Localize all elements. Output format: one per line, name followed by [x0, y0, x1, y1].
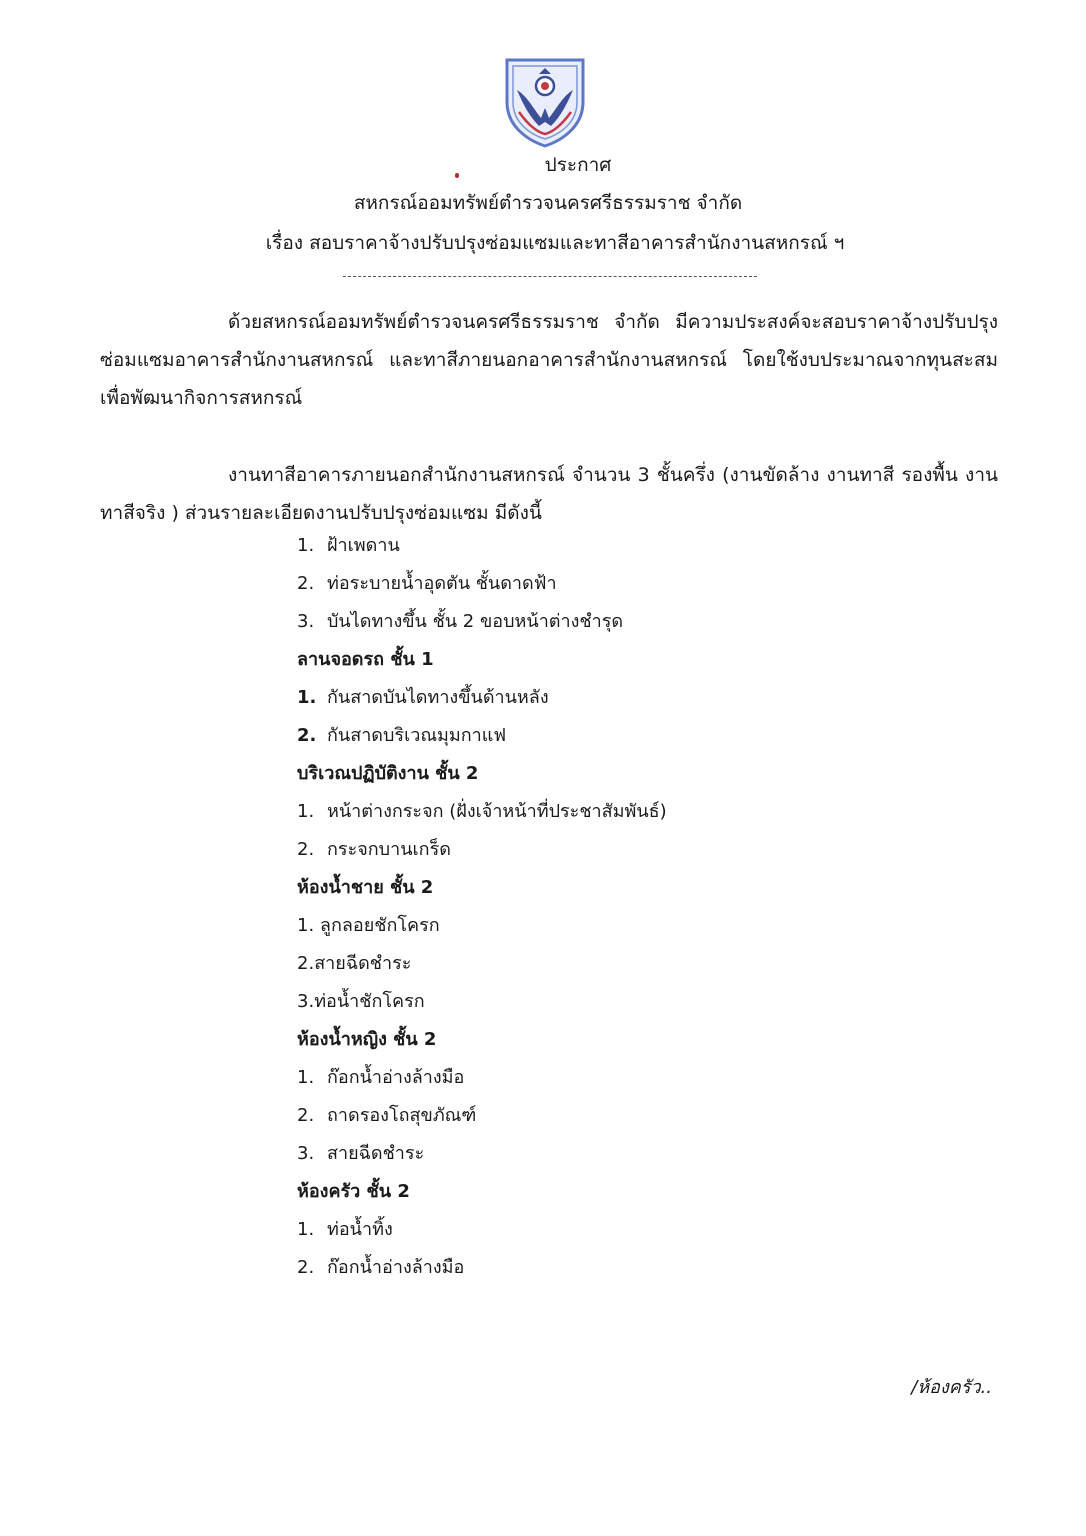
list-item — [297, 723, 506, 749]
list-item-text: ท่อระบายน้ำอุดตัน ชั้นดาดฟ้า — [327, 573, 557, 594]
section-heading-parking: ลานจอดรถ ชั้น 1 — [297, 649, 434, 670]
list-item — [297, 837, 451, 863]
section-heading-women-restroom: ห้องน้ำหญิง ชั้น 2 — [297, 1029, 437, 1050]
list-item — [297, 799, 667, 825]
list-item-number: 2. — [297, 953, 315, 974]
list-item — [297, 951, 411, 977]
section-heading-men-restroom: ห้องน้ำชาย ชั้น 2 — [297, 877, 434, 898]
list-item-number: 1. — [297, 1067, 315, 1088]
list-item-text: ก๊อกน้ำอ่างล้างมือ — [327, 1257, 465, 1278]
list-item-text: ถาดรองโถสุขภัณฑ์ — [327, 1105, 477, 1126]
list-item-number: 3. — [297, 1143, 315, 1164]
list-item — [297, 571, 557, 597]
list-item-text: สายฉีดชำระ — [314, 953, 412, 974]
list-item-number: 2. — [297, 1257, 315, 1278]
list-item-text: กระจกบานเกร็ด — [327, 839, 451, 860]
list-item-number: 2. — [297, 839, 315, 860]
continued-on-next-page: /ห้องครัว.. — [911, 1377, 992, 1398]
list-item-number: 1. — [297, 801, 315, 822]
intro-text: ด้วยสหกรณ์ออมทรัพย์ตำรวจนครศรีธรรมราช จำกัด มีความประสงค์จะสอบราคาจ้างปรับปรุงซ่อมแซมอาคารสำนักงานสหกรณ์ และทาสีภายนอกอาคารสำนักงานสหกรณ์ โดยใช้งบประมาณจากทุนสะสมเพื่อพัฒนากิจการสหกรณ์ — [100, 311, 998, 409]
list-item-text: สายฉีดชำระ — [327, 1143, 425, 1164]
list-item-text: ก๊อกน้ำอ่างล้างมือ — [327, 1067, 465, 1088]
announcement-title: ประกาศ — [544, 154, 612, 176]
section-heading-work-area: บริเวณปฏิบัติงาน ชั้น 2 — [297, 763, 479, 784]
organization-name: สหกรณ์ออมทรัพย์ตำรวจนครศรีธรรมราช จำกัด — [353, 192, 743, 214]
list-item-number: 2. — [297, 725, 317, 746]
announcement-subject: เรื่อง สอบราคาจ้างปรับปรุงซ่อมแซมและทาสีอาคารสำนักงานสหกรณ์ ฯ — [265, 232, 845, 254]
list-item-number: 3. — [297, 991, 315, 1012]
list-item-number: 2. — [297, 1105, 315, 1126]
intro-paragraph — [100, 303, 998, 417]
list-item — [297, 1065, 464, 1091]
list-item-number: 1. — [297, 1219, 315, 1240]
list-item — [297, 1217, 393, 1243]
list-item — [297, 609, 623, 635]
list-item-text: ท่อน้ำชักโครก — [314, 991, 425, 1012]
painting-paragraph — [100, 456, 998, 532]
divider — [343, 276, 757, 277]
list-item-text: ท่อน้ำทิ้ง — [327, 1219, 393, 1240]
list-item-text: กันสาดบันไดทางขึ้นด้านหลัง — [327, 687, 549, 708]
list-item — [297, 1103, 476, 1129]
painting-text: งานทาสีอาคารภายนอกสำนักงานสหกรณ์ จำนวน 3 ชั้นครึ่ง (งานขัดล้าง งานทาสี รองพื้น งานทาสีจริง ) ส่วนรายละเอียดงานปรับปรุงซ่อมแซม มีดังนี้ — [100, 464, 998, 524]
list-item-number: 1. — [297, 915, 315, 936]
list-item-text: บันไดทางขึ้น ชั้น 2 ขอบหน้าต่างชำรุด — [327, 611, 624, 632]
list-item — [297, 1255, 464, 1281]
cooperative-emblem-logo — [503, 56, 587, 148]
section-heading-kitchen: ห้องครัว ชั้น 2 — [297, 1181, 410, 1202]
list-item-number: 1. — [297, 687, 317, 708]
list-item-text: ลูกลอยชักโครก — [319, 915, 440, 936]
list-item-text: ฝ้าเพดาน — [327, 535, 400, 556]
list-item — [297, 989, 425, 1015]
list-item — [297, 685, 549, 711]
list-item-text: หน้าต่างกระจก (ฝั่งเจ้าหน้าที่ประชาสัมพันธ์) — [327, 801, 667, 822]
list-item-number: 2. — [297, 573, 315, 594]
list-item — [297, 1141, 424, 1167]
list-item — [297, 533, 400, 559]
list-item-number: 3. — [297, 611, 315, 632]
list-item — [297, 913, 440, 939]
list-item-text: กันสาดบริเวณมุมกาแฟ — [327, 725, 507, 746]
list-item-number: 1. — [297, 535, 315, 556]
